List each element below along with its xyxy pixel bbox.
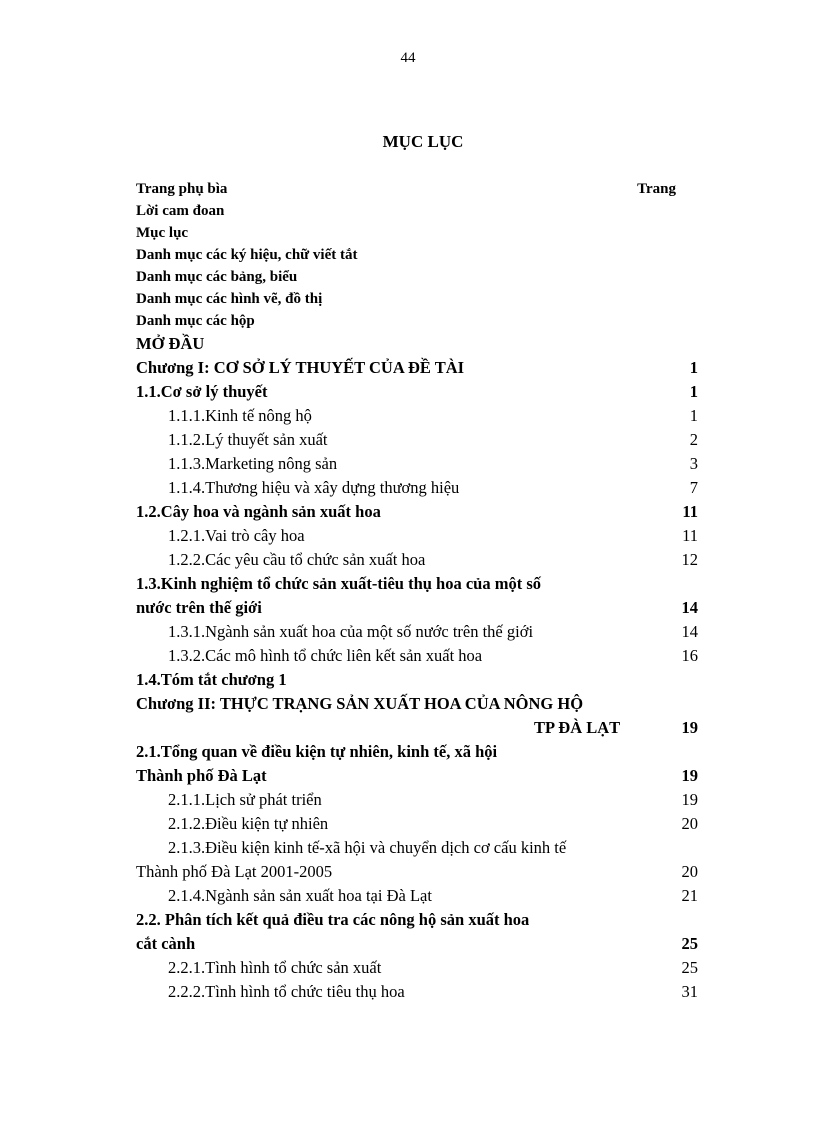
- toc-page-number: 1: [689, 406, 698, 425]
- toc-page-number: 20: [681, 814, 698, 833]
- toc-page-number: 7: [689, 478, 698, 497]
- toc-page-number: 16: [681, 646, 698, 665]
- toc-page-number: 1: [689, 358, 698, 377]
- toc-entry-title: Thành phố Đà Lạt: [136, 766, 267, 785]
- toc-entry-title: Danh mục các bảng, biểu: [136, 269, 298, 285]
- toc-entry-title: 1.4.Tóm tắt chương 1: [136, 670, 287, 689]
- toc-row-section-2-2-2: [136, 981, 698, 1003]
- toc-row-section-2-2-line1: [136, 909, 698, 931]
- page-column-label: Trang: [637, 181, 676, 197]
- toc-page-number: 14: [681, 622, 698, 641]
- toc-entry-title: nước trên thế giới: [136, 598, 262, 617]
- toc-entry-title: Danh mục các hộp: [136, 313, 255, 329]
- toc-row-title-page: [136, 178, 676, 200]
- toc-entry-title: 1.3.1.Ngành sản xuất hoa của một số nước trên thế giới: [168, 622, 534, 641]
- toc-page-number: 2: [689, 430, 698, 449]
- toc-page-number: 19: [681, 766, 698, 785]
- toc-entry-title: cắt cành: [136, 934, 196, 953]
- toc-row-section-1-1: [136, 381, 698, 403]
- toc-page-number: 11: [682, 502, 698, 521]
- toc-row-section-2-1-line1: [136, 741, 698, 763]
- toc-row-section-1-1-3: [136, 453, 698, 475]
- toc-entry-title: Trang phụ bìa: [136, 181, 228, 197]
- toc-row-section-1-1-1: [136, 405, 698, 427]
- toc-entry-title: Danh mục các ký hiệu, chữ viết tắt: [136, 247, 358, 263]
- toc-row-section-1-1-2: [136, 429, 698, 451]
- toc-entry-title: Lời cam đoan: [136, 203, 225, 219]
- toc-entry-title: 1.1.3.Marketing nông sản: [168, 454, 338, 473]
- toc-row-section-2-1-4: [136, 885, 698, 907]
- toc-row-chapter-1: [136, 357, 698, 379]
- toc-row-section-2-1-3-line2: [136, 861, 698, 883]
- toc-title: MỤC LỤC: [382, 132, 464, 151]
- toc-entry-title: 1.1.Cơ sở lý thuyết: [136, 382, 268, 401]
- toc-row-section-1-3-line1: [136, 573, 698, 595]
- toc-entry-title: 2.1.4.Ngành sản sản xuất hoa tại Đà Lạt: [168, 886, 432, 905]
- toc-entry-title: 2.1.Tổng quan về điều kiện tự nhiên, kinh tế, xã hội: [136, 742, 498, 761]
- toc-page-number: 3: [689, 454, 698, 473]
- toc-entry-title: 2.2.2.Tình hình tổ chức tiêu thụ hoa: [168, 982, 405, 1001]
- toc-entry-title: Chương I: CƠ SỞ LÝ THUYẾT CỦA ĐỀ TÀI: [136, 358, 465, 377]
- toc-row-section-1-3-2: [136, 645, 698, 667]
- toc-entry-title: Danh mục các hình vẽ, đồ thị: [136, 291, 323, 307]
- toc-entry-title: Mục lục: [136, 225, 189, 241]
- toc-row-section-2-1-line2: [136, 765, 698, 787]
- toc-page-number: 14: [681, 598, 698, 617]
- toc-row-section-2-2-1: [136, 957, 698, 979]
- toc-entry-title: 2.1.1.Lịch sử phát triển: [168, 790, 322, 809]
- toc-page-number: 25: [681, 958, 698, 977]
- toc-row-section-1-3-line2: [136, 597, 698, 619]
- toc-entry-title: 1.2.Cây hoa và ngành sản xuất hoa: [136, 502, 381, 521]
- toc-entry-title: TP ĐÀ LẠT: [534, 718, 621, 737]
- toc-entry-title: MỞ ĐẦU: [136, 334, 205, 353]
- page-number: 44: [400, 50, 416, 66]
- toc-entry-title: 2.1.2.Điều kiện tự nhiên: [168, 814, 329, 833]
- toc-row-section-1-4: [136, 669, 698, 691]
- toc-entry-title: 1.1.1.Kinh tế nông hộ: [168, 406, 312, 425]
- toc-entry-title: 1.3.2.Các mô hình tổ chức liên kết sản xuất hoa: [168, 646, 483, 665]
- toc-entry-title: 1.1.4.Thương hiệu và xây dựng thương hiệu: [168, 478, 460, 497]
- toc-row-section-1-1-4: [136, 477, 698, 499]
- toc-entry-title: 1.2.2.Các yêu cầu tổ chức sản xuất hoa: [168, 550, 426, 569]
- toc-row-section-2-1-2: [136, 813, 698, 835]
- toc-entry-title: 1.3.Kinh nghiệm tổ chức sản xuất-tiêu thụ hoa của một số: [136, 574, 542, 593]
- toc-row-chapter-2-line2: [136, 717, 698, 739]
- toc-row-chapter-2-line1: [136, 693, 698, 715]
- toc-row-section-2-2-line2: [136, 933, 698, 955]
- toc-row-section-1-2-2: [136, 549, 698, 571]
- toc-page-number: 20: [681, 862, 698, 881]
- toc-page-number: 31: [681, 982, 698, 1001]
- toc-page-number: 21: [681, 886, 698, 905]
- toc-entry-title: Thành phố Đà Lạt 2001-2005: [136, 862, 333, 881]
- toc-entry-title: 1.2.1.Vai trò cây hoa: [168, 526, 305, 545]
- toc-row-section-1-2-1: [136, 525, 698, 547]
- toc-entry-title: 1.1.2.Lý thuyết sản xuất: [168, 430, 328, 449]
- toc-page-number: 25: [681, 934, 698, 953]
- toc-page-number: 11: [682, 526, 698, 545]
- toc-entry-title: 2.2. Phân tích kết quả điều tra các nông hộ sản xuất hoa: [136, 910, 530, 929]
- toc-row-section-2-1-1: [136, 789, 698, 811]
- toc-entry-title: 2.2.1.Tình hình tổ chức sản xuất: [168, 958, 382, 977]
- toc-page-number: 1: [689, 382, 698, 401]
- toc-row-section-1-3-1: [136, 621, 698, 643]
- toc-row-section-2-1-3-line1: [136, 837, 698, 859]
- toc-row-section-1-2: [136, 501, 698, 523]
- toc-page-number: 19: [681, 790, 698, 809]
- toc-entry-title: Chương II: THỰC TRẠNG SẢN XUẤT HOA CỦA NÔNG HỘ: [136, 694, 584, 713]
- toc-entry-title: 2.1.3.Điều kiện kinh tế-xã hội và chuyển dịch cơ cấu kinh tế: [168, 838, 567, 857]
- toc-page-number: 12: [681, 550, 698, 569]
- toc-page-number: 19: [681, 718, 698, 737]
